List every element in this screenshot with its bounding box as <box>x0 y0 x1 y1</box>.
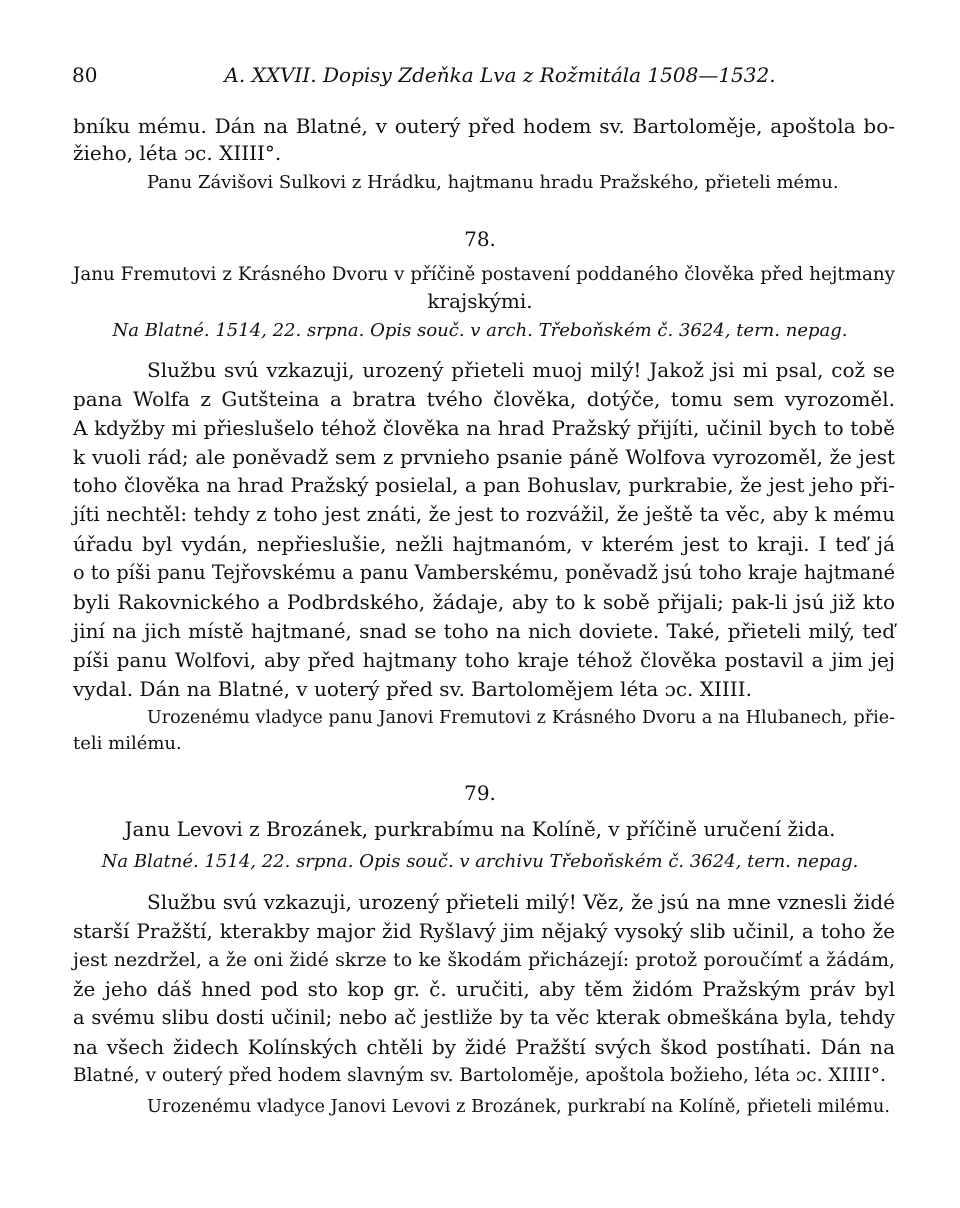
letter-text-line: k vuoli rád; ale poněvadž sem z prvnieho psanie páně Wolfova vyrozoměl, že jest <box>73 445 895 469</box>
letter-text-line: pana Wolfa z Gutšteina a bratra tvého člověka, dotýče, tomu sem vyrozoměl. <box>73 387 895 411</box>
letter-text-line: píši panu Wolfovi, aby před hajtmany toho kraje téhož člověka postavil a jim jej <box>73 648 895 672</box>
page-number: 80 <box>72 63 98 87</box>
letter-text-line: Službu svú vzkazuji, urozený přieteli muoj milý! Jakož jsi mi psal, což se <box>147 358 895 382</box>
letter-source-note: Na Blatné. 1514, 22. srpna. Opis souč. v arch. Třeboňském č. 3624, tern. nepag. <box>112 320 848 341</box>
letter-source-note: Na Blatné. 1514, 22. srpna. Opis souč. v archivu Třeboňském č. 3624, tern. nepag. <box>101 851 859 872</box>
letter-summary-line: Janu Fremutovi z Krásného Dvoru v příčině postavení poddaného člověka před hejtmany <box>73 264 895 285</box>
letter-address-line: teli milému. <box>73 733 182 754</box>
letter-text-line: jíti nechtěl: tehdy z toho jest znáti, že jest to rozvážil, že ještě ta věc, aby k mému <box>73 503 895 526</box>
letter-number: 78. <box>464 227 496 251</box>
letter-address: Urozenému vladyce Janovi Levovi z Brozánek, purkrabí na Kolíně, přieteli milému. <box>147 1097 890 1117</box>
letter-text-line: že jeho dáš hned pod sto kop gr. č. uručiti, aby těm židóm Pražským práv byl <box>73 977 895 1001</box>
letter-text-line: vydal. Dán na Blatné, v uoterý před sv. Bartolomějem léta ɔc. XIIII. <box>73 677 752 701</box>
letter-text-line: na všech židech Kolínských chtěli by židé Pražští svých škod postíhati. Dán na <box>73 1035 895 1059</box>
letter-text-line: toho člověka na hrad Pražský posielal, a pan Bohuslav, purkrabie, že jest jeho při- <box>73 474 895 497</box>
letter-summary-line: Janu Levovi z Brozánek, purkrabímu na Kolíně, v příčině uručení žida. <box>124 817 836 841</box>
letter-text-line: Službu svú vzkazuji, urozený přieteli milý! Věz, že jsú na mne vznesli židé <box>147 890 895 914</box>
letter-text-line: jest nezdržel, a že oni židé skrze to ke škodám přicházejí: protož poroučímť a žádám, <box>73 949 895 971</box>
prev-letter-line: žieho, léta ɔc. XIIII°. <box>73 141 282 165</box>
letter-number: 79. <box>464 781 496 805</box>
letter-text-line: o to píši panu Tejřovskému a panu Vamberskému, poněvadž jsú toho kraje hajtmané <box>73 561 895 584</box>
letter-text-line: úřadu byl vydán, nepřieslušie, nežli hajtmanóm, v kterém jest to kraji. I teď já <box>73 532 895 556</box>
letter-text-line: Blatné, v outerý před hodem slavným sv. Bartoloměje, apoštola božieho, léta ɔc. XIIII°. <box>73 1065 886 1086</box>
running-title: A. XXVII. Dopisy Zdeňka Lva z Rožmitála 1508—1532. <box>224 63 776 87</box>
prev-letter-line: bníku mému. Dán na Blatné, v outerý před hodem sv. Bartoloměje, apoštola bo- <box>73 114 895 138</box>
letter-text-line: a svému slibu dosti učinil; nebo ač jestliže by ta věc kterak obmeškána byla, tehdy <box>73 1006 895 1029</box>
letter-text-line: byli Rakovnického a Podbrdského, žádaje, aby to k sobě přijali; pak-li jsú již kto <box>73 590 895 614</box>
letter-address-line: Urozenému vladyce panu Janovi Fremutovi z Krásného Dvoru a na Hlubanech, přie- <box>147 708 895 728</box>
letter-text-line: A kdyžby mi přieslušelo téhož člověka na hrad Pražský přijíti, učinil bych to tobě <box>73 416 895 440</box>
letter-text-line: jiní na jich místě hajtmané, snad se toho na nich doviete. Také, přieteli milý, teď <box>73 619 895 643</box>
letter-text-line: starší Pražští, kterakby major žid Ryšlavý jim nějaký vysoký slib učinil, a toho že <box>73 919 895 943</box>
letter-summary-line: krajskými. <box>427 289 533 313</box>
prev-letter-address: Panu Závišovi Sulkovi z Hrádku, hajtmanu hradu Pražského, přieteli mému. <box>147 172 839 193</box>
